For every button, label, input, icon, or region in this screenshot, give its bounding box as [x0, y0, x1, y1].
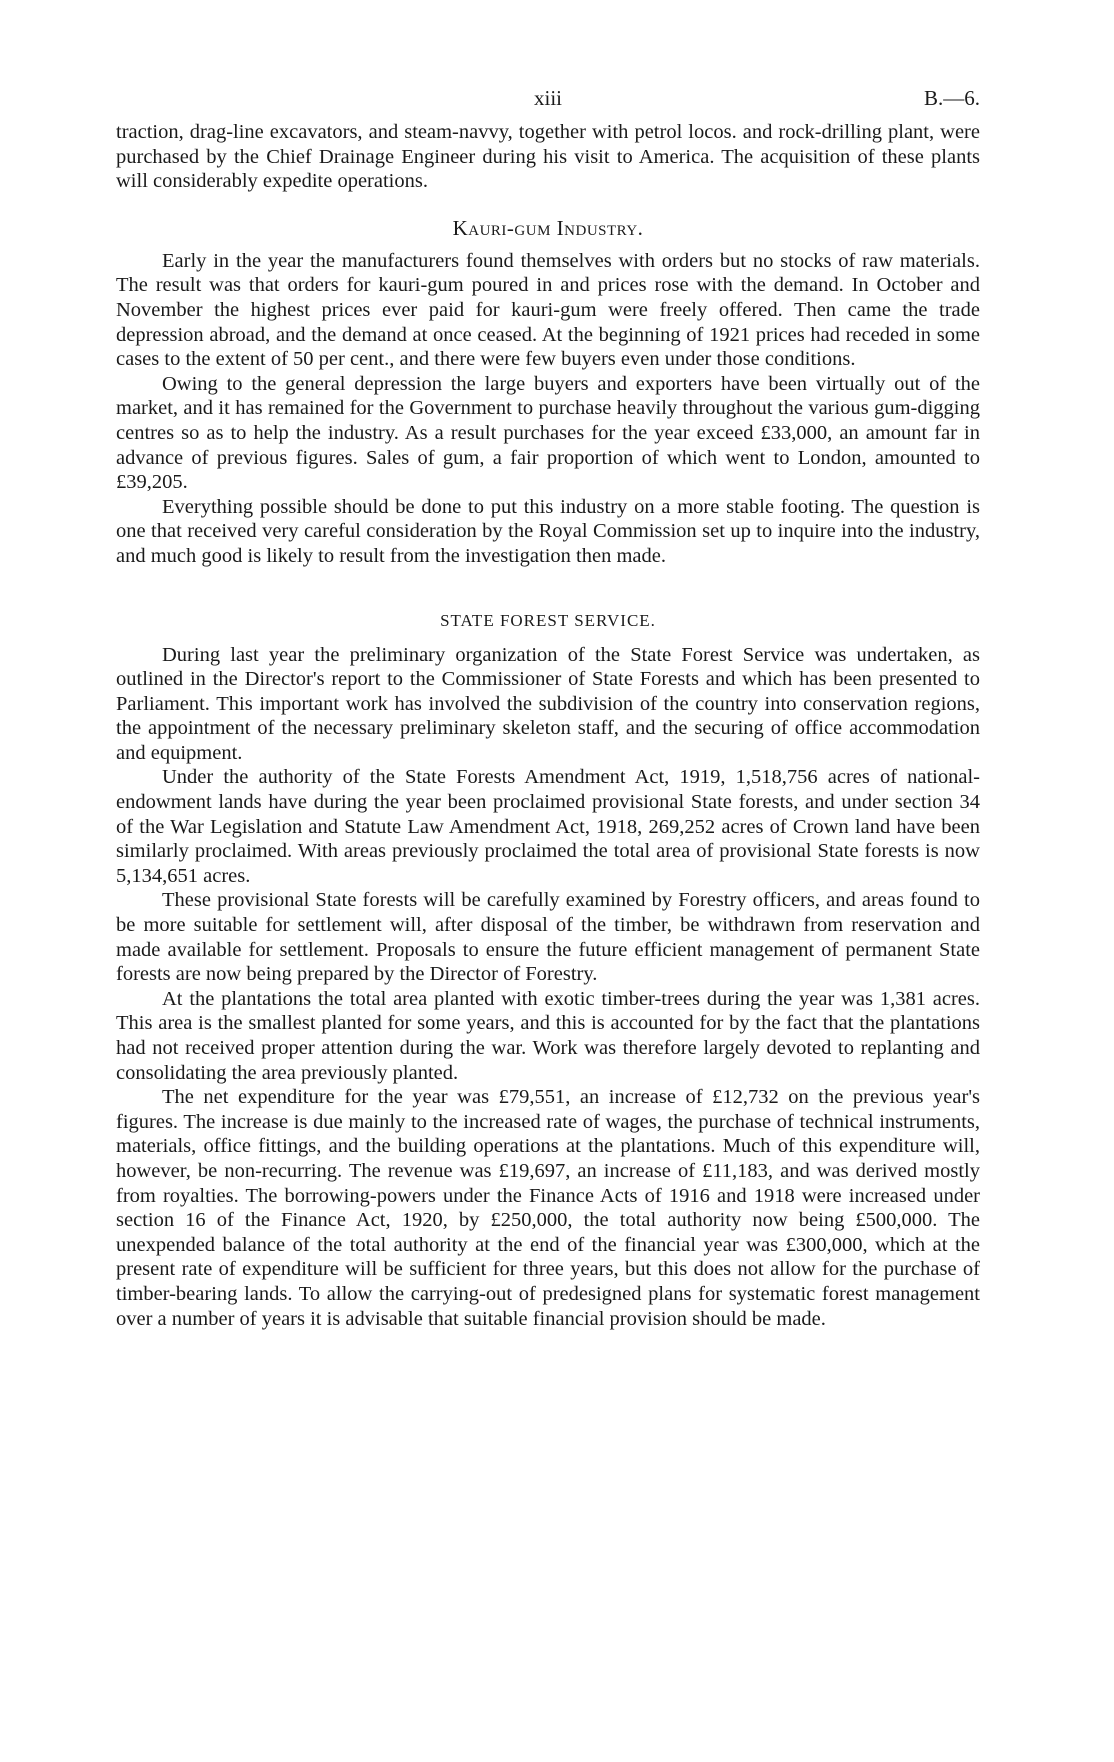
page-header — [116, 86, 980, 120]
document-page — [116, 86, 980, 1331]
state-forest-section — [116, 611, 980, 1332]
document-reference: B.—6. — [923, 86, 980, 110]
section-heading-state-forest: STATE FOREST SERVICE. — [440, 610, 656, 630]
section-heading-kauri-gum: Kauri-gum Industry. — [452, 215, 644, 240]
paragraph: Everything possible should be done to put this industry on a more stable footing. The question is one that received very careful consideration by the Royal Commission set up to inquire into the industry, and much good is likely to result from the investigation then made. — [116, 495, 980, 567]
paragraph: The net expenditure for the year was £79,551, an increase of £12,732 on the previous year's figures. The increase is due mainly to the increased rate of wages, the purchase of technical instruments, materials, office fittings, and the building operations at the plantations. Much of this expenditure will, however, be non-recurring. The revenue was £19,697, an increase of £11,183, and was derived mostly from royalties. The borrowing-powers under the Finance Acts of 1916 and 1918 were increased under section 16 of the Finance Act, 1920, by £250,000, the total authority now being £500,000. The unexpended balance of the total authority at the end of the financial year was £300,000, which at the present rate of expenditure will be sufficient for three years, but this does not allow for the purchase of timber-bearing lands. To allow the carrying-out of predesigned plans for systematic forest management over a number of years it is advisable that suitable financial provision should be made. — [116, 1086, 980, 1330]
kauri-gum-section — [116, 216, 980, 569]
continued-paragraph: traction, drag-line excavators, and steam-navvy, together with petrol locos. and rock-drilling plant, were purchased by the Chief Drainage Engineer during his visit to America. The acquisition of these plants will considerably expedite operations. — [116, 121, 980, 193]
paragraph: During last year the preliminary organization of the State Forest Service was undertaken, as outlined in the Director's report to the Commissioner of State Forests and which has been presented to Parliament. This important work has involved the subdivision of the country into conservation regions, the appointment of the necessary preliminary skeleton staff, and the securing of office accommodation and equipment. — [116, 643, 980, 764]
paragraph: Early in the year the manufacturers found themselves with orders but no stocks of raw materials. The result was that orders for kauri-gum poured in and prices rose with the demand. In October and November the highest prices ever paid for kauri-gum were freely offered. Then came the trade depression abroad, and the demand at once ceased. At the beginning of 1921 prices had receded in some cases to the extent of 50 per cent., and there were few buyers even under those conditions. — [116, 249, 980, 371]
paragraph: Under the authority of the State Forests Amendment Act, 1919, 1,518,756 acres of national-endowment lands have during the year been proclaimed provisional State forests, and under section 34 of the War Legislation and Statute Law Amendment Act, 1918, 269,252 acres of Crown land have been similarly proclaimed. With areas previously proclaimed the total area of provisional State forests is now 5,134,651 acres. — [116, 766, 980, 887]
paragraph: At the plantations the total area planted with exotic timber-trees during the year was 1,381 acres. This area is the smallest planted for some years, and this is accounted for by the fact that the plantations had not received proper attention during the war. Work was therefore largely devoted to replanting and consolidating the area previously planted. — [116, 987, 980, 1084]
paragraph: Owing to the general depression the large buyers and exporters have been virtually out of the market, and it has remained for the Government to purchase heavily throughout the various gum-digging centres so as to help the industry. As a result purchases for the year exceed £33,000, an amount far in advance of previous figures. Sales of gum, a fair proportion of which went to London, amounted to £39,205. — [116, 372, 980, 494]
page-number: xiii — [533, 86, 562, 110]
paragraph: These provisional State forests will be carefully examined by Forestry officers, and areas found to be more suitable for settlement will, after disposal of the timber, be withdrawn from reservation and made available for settlement. Proposals to ensure the future efficient management of permanent State forests are now being prepared by the Director of Forestry. — [116, 889, 980, 986]
